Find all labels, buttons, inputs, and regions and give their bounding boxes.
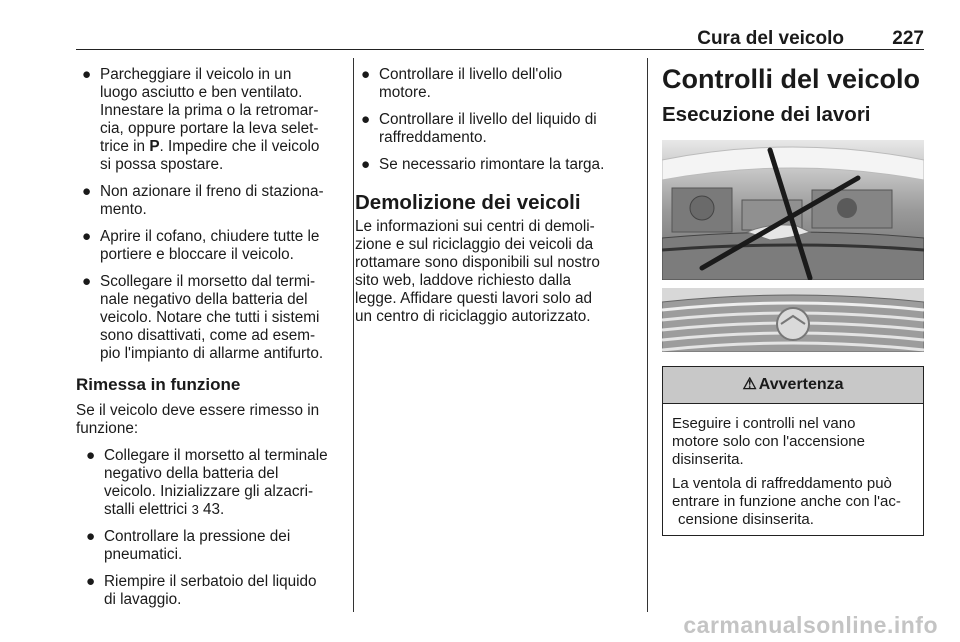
bullet-icon: ● (86, 528, 96, 545)
bullet-icon: ● (361, 66, 371, 83)
page-header (76, 0, 924, 50)
bullet-icon: ● (361, 156, 371, 173)
section-heading: Demolizione dei veicoli (355, 191, 581, 214)
front-grille-photo (662, 288, 924, 352)
watermark: carmanualsonline.info (683, 612, 938, 638)
bullet-icon: ● (82, 183, 92, 200)
column-divider (353, 58, 354, 612)
bullet-icon: ● (82, 66, 92, 83)
paragraph: Le informazioni sui centri di demoli- zione e sul riciclaggio dei veicoli da rottamare sono disponibili sul nostro sito web, laddove richiesto dalla legge. Affidare questi lavori solo ad un centro di riciclaggio autorizzato. (355, 218, 600, 325)
warning-paragraph: Eseguire i controlli nel vano motore solo con l'accensione disinserita. (672, 415, 865, 468)
column-middle (355, 66, 635, 326)
subheading: Rimessa in funzione (76, 375, 241, 394)
bullet-icon: ● (86, 447, 96, 464)
list-item: ● Controllare il livello dell'olio motore. (361, 66, 563, 101)
section-heading: Esecuzione dei lavori (662, 103, 871, 126)
warning-box (662, 366, 924, 536)
list-item: ● Collegare il morsetto al terminale negativo della batteria del veicolo. Inizializzare gli alzacri- stalli elettrici 3 43. (86, 447, 328, 518)
warning-title: ⚠ Avvertenza (663, 367, 923, 404)
chapter-heading: Controlli del veicolo (662, 64, 921, 94)
list-item: ● Scollegare il morsetto dal termi- nale negativo della batteria del veicolo. Notare che tutti i sistemi sono disattivati, come ad esem- pio l'impianto di allarme antifurto. (82, 273, 324, 362)
page-number: 227 (892, 28, 924, 49)
column-right (662, 66, 924, 136)
list-item: ● Controllare la pressione dei pneumatici. (86, 528, 291, 563)
bullet-icon: ● (361, 111, 371, 128)
warning-paragraph: La ventola di raffreddamento può entrare in funzione anche con l'ac- censione disinserita. (672, 475, 901, 528)
engine-bay-photo (662, 140, 924, 280)
list-item: ● Aprire il cofano, chiudere tutte le portiere e bloccare il veicolo. (82, 228, 320, 263)
section-title: Cura del veicolo (697, 28, 844, 49)
list-item: ● Se necessario rimontare la targa. (361, 156, 605, 173)
page-reference-icon[interactable]: 3 (191, 502, 199, 517)
column-left (76, 66, 346, 618)
bullet-icon: ● (82, 228, 92, 245)
list-item: ● Controllare il livello del liquido di raffreddamento. (361, 111, 597, 146)
list-item: ● Non azionare il freno di staziona- mento. (82, 183, 324, 218)
warning-body (663, 404, 923, 529)
bullet-icon: ● (86, 573, 96, 590)
list-item: ● Riempire il serbatoio del liquido di lavaggio. (86, 573, 317, 608)
list-item: ● Parcheggiare il veicolo in un luogo asciutto e ben ventilato. Innestare la prima o la retromar- cia, oppure portare la leva selet- trice in P. Impedire che il veicolo si possa spostare. (82, 66, 320, 173)
bullet-icon: ● (82, 273, 92, 290)
warning-icon: ⚠ (742, 376, 757, 393)
column-divider (647, 58, 648, 612)
paragraph: Se il veicolo deve essere rimesso in funzione: (76, 402, 320, 437)
